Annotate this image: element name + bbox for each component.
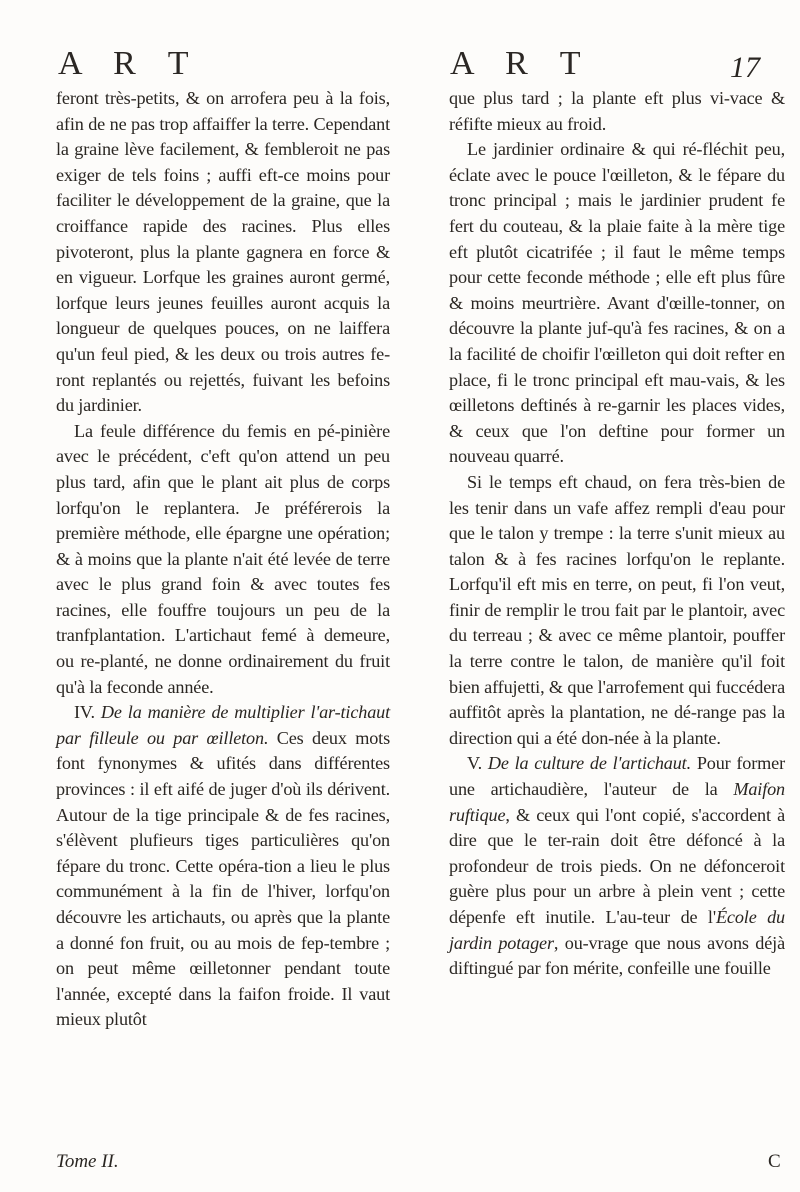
right-column <box>449 86 785 982</box>
section-title: De la manière de multiplier l'ar-tichaut par filleule ou par œilleton. <box>56 702 390 748</box>
left-column <box>56 86 390 1033</box>
book-reference: Maifon ruftique <box>449 779 785 825</box>
section-paragraph <box>56 700 390 1033</box>
section-numeral: IV. <box>74 702 95 723</box>
paragraph: Le jardinier ordinaire & qui ré-fléchit peu, éclate avec le pouce l'œilleton, & le fépare du tronc principal ; mais le jardinier prudent fe fert du couteau, & la plaie faite à la mère tige eft plutôt cicatrifée ; il faut le même temps pour cette feconde méthode ; elle eft plus fûre & moins meurtrière. Avant d'œille-tonner, on découvre la plante juf-qu'à fes racines, & on a la facilité de choifir l'œilleton qui doit refter en place, fi le tronc principal eft mau-vais, & les œilletons deftinés à re-garnir les places vides, & ceux que l'on deftine pour former un nouveau quarré. <box>449 139 785 467</box>
paragraph: La feule différence du femis en pé-pinière avec le précédent, c'eft qu'on attend un peu plus tard, afin que le plant ait plus de corps lorfqu'on le replantera. Je préférerois la première méthode, elle épargne une opération; & à moins que la plante n'ait été levée de terre avec le plus grand foin & avec toutes fes racines, elle fouffre toujours un peu de la tranfplantation. L'artichaut femé à demeure, ou re-planté, ne donne ordinairement du fruit qu'à la feconde année. <box>56 420 390 697</box>
section-body: , & ceux qui l'ont copié, s'accordent à dire que le ter-rain doit être défoncé à la profondeur de trois pieds. On ne défonceroit guère plus pour un arbre à plein vent ; cette dépenfe eft inutile. L'au-teur de l' <box>449 804 785 927</box>
section-body: Ces deux mots font fynonymes & ufités dans différentes provinces : il eft aifé de juger d'où ils dérivent. Autour de la tige principale & de fes racines, s'élèvent plufieurs tiges particulières qu'on fépare du tronc. Cette opéra-tion a lieu le plus communément à la fin de l'hiver, lorfqu'on découvre les artichauts, ou après que la plante a donné fon fruit, ou au mois de fep-tembre ; on peut même œilletonner pendant toute l'année, excepté dans la faifon froide. Il vaut mieux plutôt <box>56 727 390 1030</box>
paragraph: feront très-petits, & on arrofera peu à la fois, afin de ne pas trop affaiffer la terre. Cependant la graine lève facilement, & fembleroit ne pas exiger de tels foins ; auffi eft-ce moins pour faciliter le développement de la graine, que la croiffance rapide des racines. Plus elles pivoteront, plus la plante gagnera en force & en vigueur. Lorfque les graines auront germé, lorfque leurs jeunes feuilles auront acquis la longueur de quelques pouces, on ne laiffera qu'un feul pied, & les deux ou trois autres fe-ront replantés ou rejettés, fuivant les befoins du jardinier. <box>56 88 390 416</box>
book-reference: École du jardin potager <box>449 907 786 953</box>
gathering-signature: C <box>768 1151 781 1172</box>
section-paragraph <box>449 751 785 981</box>
page-number: 17 <box>730 51 760 84</box>
running-head-right: A R T <box>450 45 593 82</box>
paragraph: que plus tard ; la plante eft plus vi-vace & réfifte mieux au froid. <box>449 88 785 134</box>
section-numeral: V. <box>467 753 483 774</box>
section-body: Pour former une artichaudière, l'auteur de la <box>449 753 785 800</box>
volume-signature: Tome II. <box>56 1151 119 1172</box>
running-head-left: A R T <box>58 45 201 82</box>
section-title: De la culture de l'artichaut. <box>487 753 691 774</box>
paragraph: Si le temps eft chaud, on fera très-bien de les tenir dans un vafe affez rempli d'eau pour que le talon y trempe : la terre s'unit mieux au talon & à fes racines lorfqu'on le replante. Lorfqu'il eft mis en terre, on peut, fi l'on veut, finir de remplir le trou fait par le plantoir, avec du terreau ; & avec ce même plantoir, pouffer la terre contre le talon, de manière qu'il foit bien affujetti, & que l'arrofement qui fuccédera auffitôt après la plantation, ne dé-range pas la direction qui a été don-née à la plante. <box>449 471 785 748</box>
section-body: , ou-vrage que nous avons déjà diftingué par fon mérite, confeille une fouille <box>449 932 785 979</box>
